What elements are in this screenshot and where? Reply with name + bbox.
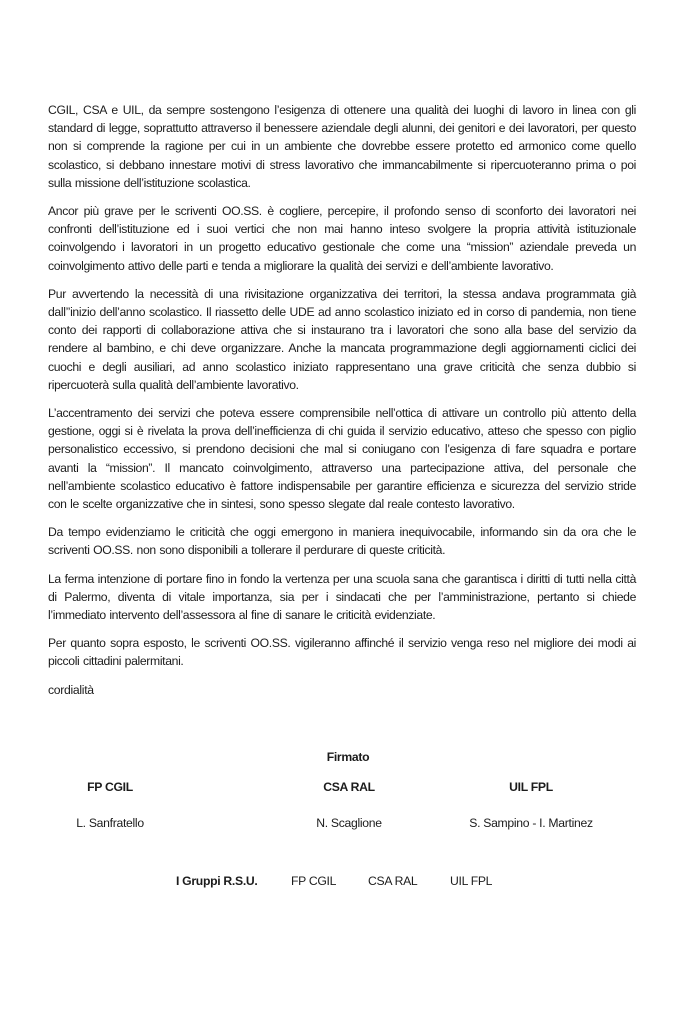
signatory-org: UIL FPL <box>509 780 553 794</box>
signatory-name: N. Scaglione <box>316 816 382 830</box>
closing-salutation: cordialità <box>48 682 94 697</box>
rsu-group: CSA RAL <box>368 874 418 888</box>
paragraph-2: Ancor più grave per le scriventi OO.SS. è cogliere, percepire, il profondo senso di sconforto dei lavoratori nei confronti dell’istituzione ed i suoi vertici che non mai hanno inteso svolgere la propria attività istituzionale coinvolgendo i lavoratori in un progetto educativo gestionale che come una “mission” aziendale preveda un coinvolgimento attivo delle parti e tenda a migliorare la qualità dei servizi e dell’ambiente lavorativo. <box>48 204 636 273</box>
signed-label: Firmato <box>326 750 370 764</box>
rsu-group: FP CGIL <box>291 874 337 888</box>
paragraph-1: CGIL, CSA e UIL, da sempre sostengono l’esigenza di ottenere una qualità dei luoghi di lavoro in linea con gli standard di legge, soprattutto attraverso il benessere aziendale degli alunni, dei genitori e dei lavoratori, per questo non si comprende la ragione per cui in un ambiente che dovrebbe essere protetto ed armonico come quello scolastico, si debbano innestare motivi di stress lavorativo che immancabilmente si ripercuoteranno prima o poi sulla missione dell’istituzione scolastica. <box>48 103 636 190</box>
rsu-label: I Gruppi R.S.U. <box>176 874 258 888</box>
signatory-org: CSA RAL <box>323 780 375 794</box>
paragraph-3: Pur avvertendo la necessità di una rivisitazione organizzativa dei territori, la stessa andava programmata già dall’’inizio dell’anno scolastico. Il riassetto delle UDE ad anno scolastico iniziato ed in corso di pandemia, non tiene conto dei rapporti di collaborazione attiva che si instaurano tra i lavoratori che sono alla base del servizio da rendere al bambino, e chi deve organizzare. Anche la mancata programmazione degli aggiornamenti ciclici dei cuochi e degli ausiliari, ad anno scolastico iniziato rappresentano una grave criticità che senza dubbio si ripercuoterà sulla qualità dell’ambiente lavorativo. <box>48 286 636 392</box>
rsu-group: UIL FPL <box>450 874 493 888</box>
paragraph-7: Per quanto sopra esposto, le scriventi OO.SS. vigileranno affinché il servizio venga reso nel migliore dei modi ai piccoli cittadini palermitani. <box>48 636 636 669</box>
signatory-name: S. Sampino - I. Martinez <box>469 816 593 830</box>
letter-body <box>48 101 636 699</box>
paragraph-6: La ferma intenzione di portare fino in fondo la vertenza per una scuola sana che garantisca i diritti di tutti nella città di Palermo, diventa di vitale importanza, sia per i sindacati che per l’amministrazione, pertanto si chiede l’immediato intervento dell’assessora al fine di sanare le criticità evidenziate. <box>48 571 636 623</box>
paragraph-4: L’accentramento dei servizi che poteva essere comprensibile nell’ottica di attivare un controllo più attento della gestione, oggi si è rivelata la prova dell’inefficienza di chi guida il servizio educativo, atteso che spesso con piglio personalistico eccessivo, si prendono decisioni che mal si coniugano con l’esigenza di fare squadra e portare avanti la “mission”. Il mancato coinvolgimento, attraverso una partecipazione attiva, del personale che nell’ambiente scolastico educativo è fattore indispensabile per garantire efficienza e sicurezza del servizio stride con le scelte organizzative che in sintesi, sono spesso slegate dal reale contesto lavorativo. <box>48 406 636 512</box>
paragraph-5: Da tempo evidenziamo le criticità che oggi emergono in maniera inequivocabile, informando sin da ora che le scriventi OO.SS. non sono disponibili a tollerare il perdurare di queste criticità. <box>48 525 636 558</box>
signatory-org: FP CGIL <box>87 780 133 794</box>
signatory-name: L. Sanfratello <box>76 816 144 830</box>
